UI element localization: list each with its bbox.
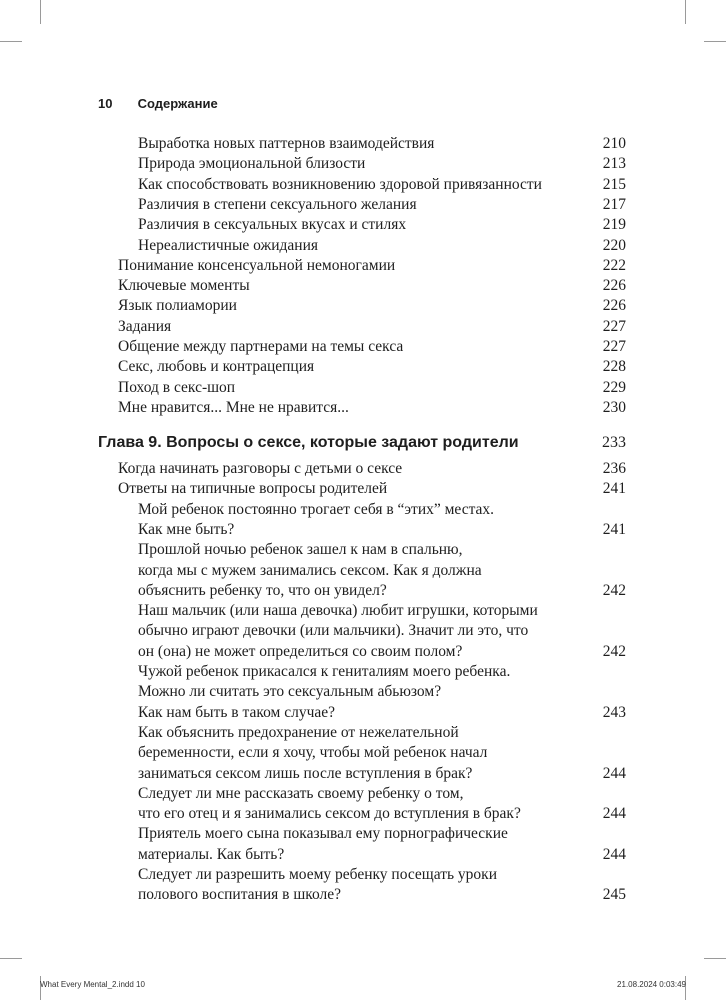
toc-entry-title: объяснить ребенку то, что он увидел? bbox=[138, 581, 387, 599]
toc-entry bbox=[0, 845, 726, 865]
crop-mark-left-top bbox=[0, 41, 22, 42]
toc-entry-page: 227 bbox=[602, 317, 626, 335]
toc-entry bbox=[0, 824, 726, 844]
toc-entry-page: 228 bbox=[602, 358, 626, 376]
toc-entry bbox=[0, 784, 726, 804]
toc-entry-title: заниматься сексом лишь после вступления в брак? bbox=[138, 764, 473, 782]
toc-entry bbox=[0, 723, 726, 743]
toc-entry-title: Следует ли разрешить моему ребенку посещать уроки bbox=[138, 866, 498, 883]
toc-entry-title: когда мы с мужем занимались сексом. Как я должна bbox=[138, 561, 482, 579]
toc-entry-title: Как мне быть? bbox=[138, 520, 235, 538]
toc-entry bbox=[0, 561, 726, 581]
toc-entry-title: Как способствовать возникновению здоровой привязанности bbox=[138, 175, 542, 193]
slug-timestamp: 21.08.2024 0:03:49 bbox=[617, 980, 686, 989]
toc-entry bbox=[0, 317, 726, 337]
toc-entry-page: 243 bbox=[602, 703, 626, 721]
toc-entry-title: Ответы на типичные вопросы родителей bbox=[118, 480, 388, 498]
toc-entry-title: Мой ребенок постоянно трогает себя в “этих” местах. bbox=[138, 500, 495, 518]
toc-entry-title: Язык полиамории bbox=[118, 297, 237, 315]
chapter-title: Глава 9. Вопросы о сексе, которые задают родители bbox=[98, 434, 519, 451]
toc-entry-page: 227 bbox=[602, 338, 626, 355]
toc-entry-title: Чужой ребенок прикасался к гениталиям моего ребенка. bbox=[138, 663, 511, 680]
toc-entry bbox=[0, 743, 726, 763]
toc-entry-page: 220 bbox=[602, 236, 626, 254]
toc-entry bbox=[0, 134, 726, 154]
toc-entry-page: 244 bbox=[602, 805, 626, 823]
toc-entry bbox=[0, 703, 726, 723]
toc-entry bbox=[0, 520, 726, 540]
toc-entry-title: Поход в секс-шоп bbox=[118, 378, 236, 396]
toc-entry-title: Мне нравится... Мне не нравится... bbox=[118, 398, 349, 416]
toc-entry-title: Прошлой ночью ребенок зашел к нам в спальню, bbox=[138, 541, 463, 559]
crop-mark-top-left bbox=[40, 0, 41, 24]
toc-entry-page: 236 bbox=[602, 460, 626, 477]
toc-entry bbox=[0, 195, 726, 215]
page-number: 10 bbox=[98, 96, 113, 111]
chapter-page-number: 233 bbox=[602, 434, 626, 451]
toc-entry-page: 222 bbox=[602, 256, 626, 274]
toc-entry-title: Различия в сексуальных вкусах и стилях bbox=[138, 216, 407, 234]
toc-entry-title: Выработка новых паттернов взаимодействия bbox=[138, 135, 435, 152]
toc-entry-title: Общение между партнерами на темы секса bbox=[118, 338, 404, 355]
toc-entry-title: Нереалистичные ожидания bbox=[138, 236, 318, 254]
toc-entry-title: Как объяснить предохранение от нежелательной bbox=[138, 723, 459, 741]
toc-entry bbox=[0, 621, 726, 641]
toc-entry bbox=[0, 764, 726, 784]
toc-entry bbox=[0, 276, 726, 296]
crop-mark-top-right bbox=[685, 0, 686, 24]
toc-entry-title: Ключевые моменты bbox=[118, 277, 250, 295]
toc-entry bbox=[0, 215, 726, 235]
toc-entry-page: 242 bbox=[602, 581, 626, 599]
toc-entry-title: Как нам быть в таком случае? bbox=[138, 703, 336, 721]
toc-entry bbox=[0, 662, 726, 682]
toc-entry-page: 219 bbox=[602, 216, 626, 234]
section-title: Содержание bbox=[137, 96, 218, 111]
toc-entry bbox=[0, 865, 726, 885]
toc-entry bbox=[0, 459, 726, 479]
toc-entry-title: Природа эмоциональной близости bbox=[138, 155, 366, 173]
chapter-heading bbox=[0, 432, 726, 454]
toc-entry-title: Наш мальчик (или наша девочка) любит игрушки, которыми bbox=[138, 602, 538, 620]
toc-entry bbox=[0, 357, 726, 377]
toc-entry-title: Следует ли мне рассказать своему ребенку о том, bbox=[138, 784, 464, 802]
toc-entry-page: 226 bbox=[602, 297, 626, 315]
crop-mark-right-top bbox=[704, 41, 726, 42]
toc-entry-title: обычно играют девочки (или мальчики). Значит ли это, что bbox=[138, 622, 529, 640]
toc-entry-title: Когда начинать разговоры с детьми о сексе bbox=[118, 460, 403, 477]
toc-entry bbox=[0, 337, 726, 357]
toc-entry-title: что его отец и я занимались сексом до вступления в брак? bbox=[138, 805, 521, 823]
toc-entry bbox=[0, 500, 726, 520]
toc-entry bbox=[0, 154, 726, 174]
toc-entry bbox=[0, 540, 726, 560]
toc-entry-page: 244 bbox=[602, 764, 626, 782]
toc-entry-title: Приятель моего сына показывал ему порнографические bbox=[138, 825, 508, 843]
toc-entry bbox=[0, 804, 726, 824]
toc-entry bbox=[0, 296, 726, 316]
toc-entry bbox=[0, 479, 726, 499]
toc-entry-title: Секс, любовь и контрацепция bbox=[118, 358, 315, 376]
toc-entry bbox=[0, 682, 726, 702]
toc-entry bbox=[0, 642, 726, 662]
toc-entry-page: 244 bbox=[602, 845, 626, 863]
crop-mark-right-bottom bbox=[704, 958, 726, 959]
toc-entry-page: 217 bbox=[602, 195, 626, 213]
toc-entry-page: 210 bbox=[602, 135, 626, 152]
toc-entry-title: Можно ли считать это сексуальным абьюзом? bbox=[138, 683, 442, 701]
toc-entry-title: беременности, если я хочу, чтобы мой ребенок начал bbox=[138, 744, 488, 762]
toc-entry-title: материалы. Как быть? bbox=[138, 845, 285, 863]
toc-entry-page: 241 bbox=[602, 520, 626, 538]
toc-entry-page: 213 bbox=[602, 155, 626, 173]
toc-entry bbox=[0, 398, 726, 418]
toc-entry-page: 226 bbox=[602, 277, 626, 295]
slug-file: What Every Mental_2.indd 10 bbox=[40, 980, 145, 989]
toc-entry bbox=[0, 175, 726, 195]
toc-entry bbox=[0, 601, 726, 621]
toc-entry bbox=[0, 581, 726, 601]
toc-entry-title: он (она) не может определиться со своим полом? bbox=[138, 642, 463, 660]
toc-entry bbox=[0, 256, 726, 276]
toc-entry-page: 230 bbox=[602, 398, 626, 416]
crop-mark-left-bottom bbox=[0, 958, 22, 959]
toc-entry-title: Различия в степени сексуального желания bbox=[138, 195, 417, 213]
toc-entry-page: 241 bbox=[602, 480, 626, 498]
toc-entry-page: 245 bbox=[602, 886, 626, 904]
toc-entry-title: полового воспитания в школе? bbox=[138, 886, 342, 904]
toc-entry-page: 215 bbox=[602, 175, 626, 193]
toc-entry-page: 229 bbox=[602, 378, 626, 396]
running-head bbox=[98, 96, 218, 111]
toc-entry-title: Понимание консенсуальной немоногамии bbox=[118, 256, 396, 274]
toc-entry bbox=[0, 885, 726, 905]
toc-entry bbox=[0, 236, 726, 256]
toc-entry-title: Задания bbox=[118, 317, 172, 335]
toc-entry-page: 242 bbox=[602, 642, 626, 660]
toc-entry bbox=[0, 378, 726, 398]
